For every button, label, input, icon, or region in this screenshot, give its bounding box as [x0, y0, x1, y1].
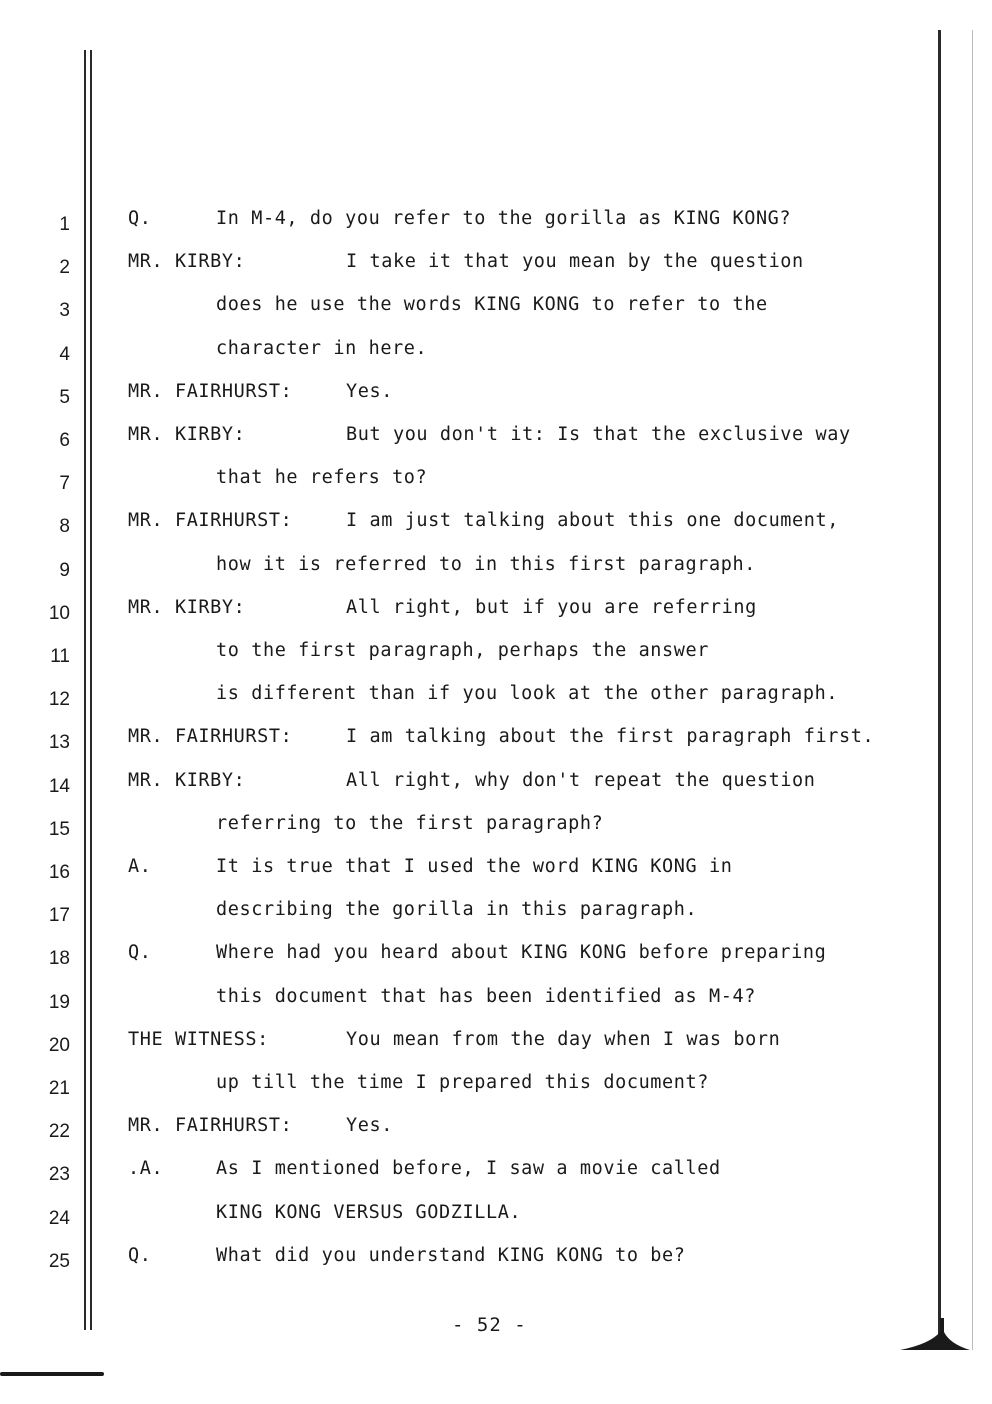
transcript-line-text: Yes. — [346, 1115, 393, 1137]
line-number: 6 — [59, 430, 70, 451]
line-number: 15 — [48, 818, 70, 840]
transcript-line-text: I am just talking about this one document, — [346, 510, 839, 532]
transcript-line-text: What did you understand KING KONG to be? — [216, 1244, 686, 1266]
line-number: 19 — [48, 991, 70, 1013]
line-number: 4 — [59, 343, 70, 365]
line-number: 14 — [48, 775, 70, 797]
line-number: 11 — [50, 646, 70, 667]
speaker-label: MR. KIRBY: — [128, 769, 246, 791]
speaker-label: MR. KIRBY: — [128, 251, 246, 273]
transcript-line-text: describing the gorilla in this paragraph. — [216, 899, 698, 921]
speaker-label: MR. FAIRHURST: — [128, 380, 293, 402]
transcript-line-text: referring to the first paragraph? — [216, 812, 604, 834]
line-number: 20 — [48, 1034, 70, 1056]
line-number: 12 — [48, 689, 70, 711]
page-corner-flourish — [900, 1318, 970, 1358]
transcript-line-text: As I mentioned before, I saw a movie called — [216, 1158, 721, 1180]
line-number: 3 — [59, 300, 70, 322]
transcript-line-text: You mean from the day when I was born — [346, 1028, 781, 1050]
line-number: 9 — [59, 559, 70, 581]
transcript-line-text: I take it that you mean by the question — [346, 251, 804, 273]
transcript-line-text: is different than if you look at the other paragraph. — [216, 683, 839, 705]
line-number: 16 — [48, 862, 70, 883]
speaker-label: MR. FAIRHURST: — [128, 510, 293, 532]
line-number: 18 — [48, 948, 70, 970]
line-number: 8 — [59, 516, 70, 538]
line-number: 10 — [48, 602, 70, 624]
transcript-line-text: Yes. — [346, 380, 393, 402]
left-margin-rule-outer — [84, 50, 86, 1330]
speaker-label: .A. — [128, 1158, 164, 1180]
transcript-line-text: KING KONG VERSUS GODZILLA. — [216, 1201, 522, 1223]
transcript-line-text: But you don't it: Is that the exclusive way — [346, 424, 851, 445]
transcript-line-text: All right, but if you are referring — [346, 596, 757, 618]
line-number: 22 — [48, 1121, 70, 1143]
speaker-label: A. — [128, 856, 152, 877]
transcript-line-text: this document that has been identified as M-4? — [216, 985, 756, 1007]
left-margin-rule-inner — [90, 50, 92, 1330]
line-number: 1 — [59, 214, 70, 235]
transcript-line-text: to the first paragraph, perhaps the answer — [216, 640, 709, 661]
transcript-line-text: does he use the words KING KONG to refer to the — [216, 294, 768, 316]
transcript-line-text: I am talking about the first paragraph first. — [346, 726, 875, 748]
line-number: 17 — [48, 905, 70, 927]
transcript-line-text: how it is referred to in this first paragraph. — [216, 553, 756, 575]
line-number: 5 — [59, 386, 70, 408]
transcript-line-text: All right, why don't repeat the question — [346, 769, 816, 791]
line-number: 13 — [48, 732, 70, 754]
line-number: 23 — [48, 1164, 70, 1186]
scan-edge-mark — [0, 1372, 104, 1376]
speaker-label: Q. — [128, 1244, 152, 1266]
line-number: 21 — [48, 1078, 70, 1099]
speaker-label: MR. FAIRHURST: — [128, 726, 293, 748]
transcript-line-text: up till the time I prepared this document? — [216, 1072, 709, 1093]
transcript-line-text: It is true that I used the word KING KONG in — [216, 856, 733, 877]
transcript-line-text: that he refers to? — [216, 467, 428, 489]
transcript-line-text: Where had you heard about KING KONG before preparing — [216, 942, 827, 964]
speaker-label: Q. — [128, 942, 152, 964]
speaker-label: MR. FAIRHURST: — [128, 1115, 293, 1137]
right-margin-rule — [938, 30, 941, 1348]
line-number: 7 — [59, 473, 70, 495]
speaker-label: THE WITNESS: — [128, 1028, 269, 1050]
right-edge-faint-rule — [972, 30, 973, 1350]
line-number: 25 — [48, 1250, 70, 1272]
line-number: 24 — [48, 1207, 70, 1229]
transcript-line-text: character in here. — [216, 337, 428, 359]
line-number: 2 — [59, 257, 70, 279]
speaker-label: MR. KIRBY: — [128, 596, 246, 618]
speaker-label: Q. — [128, 208, 152, 229]
transcript-line-text: In M-4, do you refer to the gorilla as KING KONG? — [216, 208, 792, 229]
speaker-label: MR. KIRBY: — [128, 424, 246, 445]
page-number: - 52 - — [452, 1314, 527, 1336]
